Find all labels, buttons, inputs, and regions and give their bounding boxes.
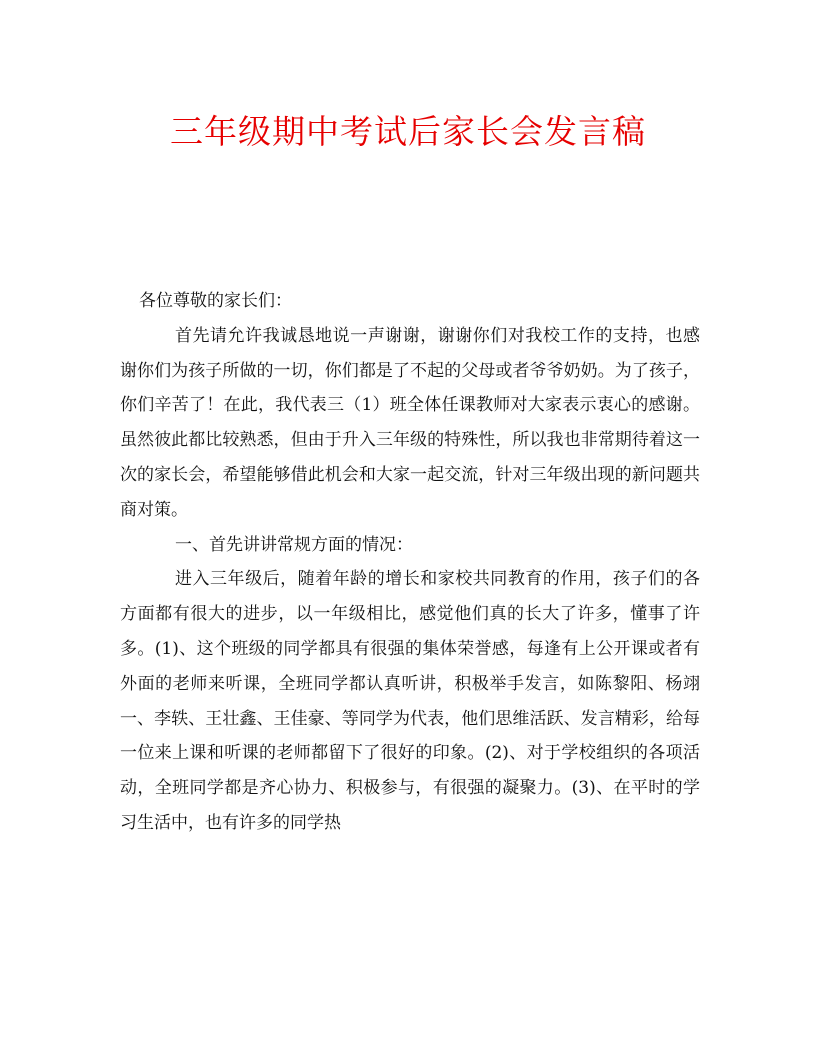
document-body xyxy=(120,284,700,841)
salutation: 各位尊敬的家长们： xyxy=(139,291,292,311)
paragraph-progress: 进入三年级后，随着年龄的增长和家校共同教育的作用，孩子们的各方面都有很大的进步，以一年级相比，感觉他们真的长大了许多，懂事了许多。(1)、这个班级的同学都具有很强的集体荣誉感，每逢有上公开课或者有外面的老师来听课，全班同学都认真听讲，积极举手发言，如陈黎阳、杨翊一、李轶、王壮鑫、王佳豪、等同学为代表，他们思维活跃、发言精彩，给每一位来上课和听课的老师都留下了很好的印象。(2)、对于学校组织的各项活动，全班同学都是齐心协力、积极参与，有很强的凝聚力。(3)、在平时的学习生活中，也有许多的同学热 xyxy=(120,569,700,833)
document-title: 三年级期中考试后家长会发言稿 xyxy=(170,112,646,151)
paragraph-thanks: 首先请允许我诚恳地说一声谢谢，谢谢你们对我校工作的支持，也感谢你们为孩子所做的一切，你们都是了不起的父母或者爷爷奶奶。为了孩子，你们辛苦了！在此，我代表三（1）班全体任课教师对大家表示衷心的感谢。虽然彼此都比较熟悉，但由于升入三年级的特殊性，所以我也非常期待着这一次的家长会，希望能够借此机会和大家一起交流，针对三年级出现的新问题共商对策。 xyxy=(120,325,700,520)
section-heading-routine: 一、首先讲讲常规方面的情况： xyxy=(175,534,413,555)
